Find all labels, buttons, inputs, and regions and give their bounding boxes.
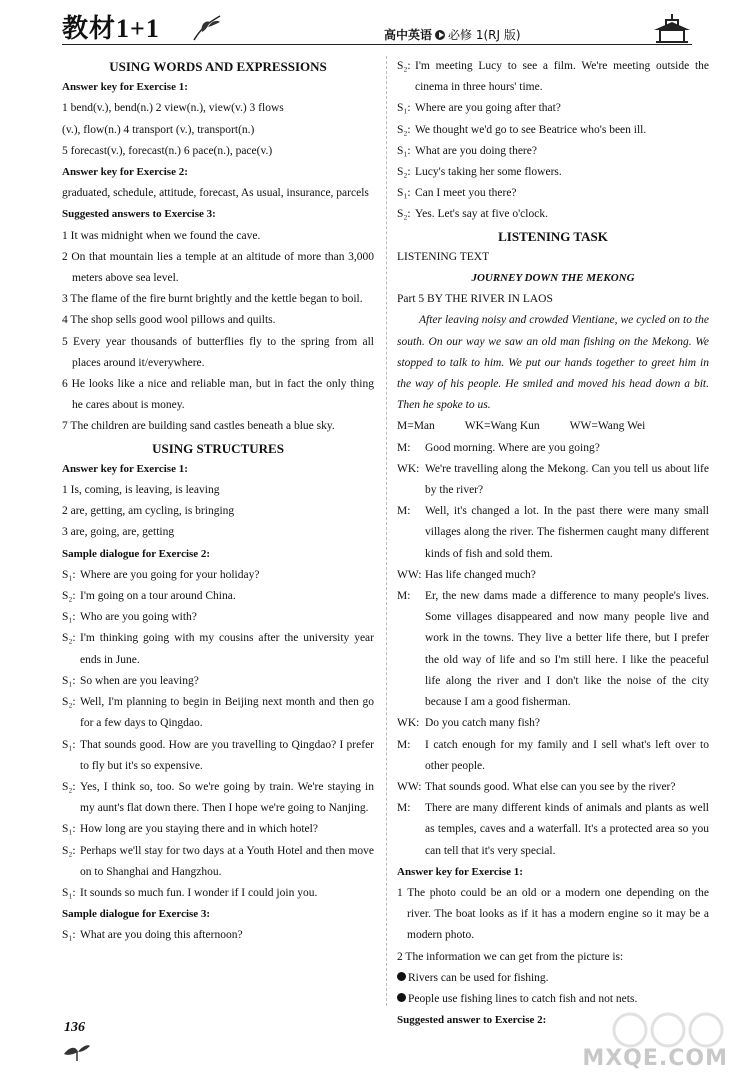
building-logo-icon [652, 12, 692, 46]
list-item: 1 Is, coming, is leaving, is leaving [62, 484, 220, 497]
dialogue-line [397, 777, 709, 798]
brand-title: 教材1+1 [62, 14, 160, 43]
dialogue-line [62, 925, 374, 946]
list-item: 2 The information we can get from the picture is: [397, 950, 624, 963]
dialogue-line [62, 671, 374, 692]
speaker-label: S₂: [62, 780, 76, 793]
dialogue-line [397, 204, 709, 225]
dialogue-text: So when are you leaving? [80, 674, 199, 687]
speaker-label: S₁: [62, 886, 76, 899]
speaker-label: S₂: [397, 166, 411, 179]
dialogue-line [62, 565, 374, 586]
list-item: 3 are, going, are, getting [62, 526, 175, 539]
dialogue-text: How long are you staying there and in which hotel? [80, 823, 318, 836]
list-item: 1 The photo could be an old or a modern one depending on the river. The boat looks as if it has a modern engine so it may be a modern photo. [397, 886, 709, 942]
sample-dialogue-label: Sample dialogue for Exercise 2: [62, 547, 211, 560]
cast-list: M=Man WK=Wang Kun WW=Wang Wei [397, 420, 646, 433]
watermark-text: MXQE.COM [582, 1046, 728, 1071]
dialogue-text: Perhaps we'll stay for two days at a Youth Hotel and then move on to Shanghai and Hangzhou. [80, 844, 374, 878]
dialogue-text: We thought we'd go to see Beatrice who's been ill. [415, 123, 647, 136]
list-item: 7 The children are building sand castles beneath a blue sky. [62, 420, 335, 433]
list-item: 5 Every year thousands of butterflies fly to the spring from all places around it/everywhere. [62, 335, 374, 369]
dialogue-line [62, 607, 374, 628]
answer-key-label: Answer key for Exercise 1: [62, 81, 188, 94]
leaf-icon [62, 1040, 92, 1062]
dialogue-line [397, 56, 709, 98]
dialogue-line [62, 841, 374, 883]
dialogue-text: What are you doing there? [415, 144, 537, 157]
dialogue-text: We're travelling along the Mekong. Can you tell us about life by the river? [425, 462, 709, 497]
dialogue-line [62, 819, 374, 840]
dialogue-text: Lucy's taking her some flowers. [415, 166, 562, 179]
dialogue-line [397, 586, 709, 713]
dialogue-text: It sounds so much fun. I wonder if I could join you. [80, 886, 318, 899]
speaker-label: S₂: [397, 208, 411, 221]
speaker-label: M: [397, 505, 411, 518]
speaker-label: S₁: [397, 187, 411, 200]
dialogue-block [62, 565, 374, 904]
dialogue-line [397, 565, 709, 586]
answer-key-label: Answer key for Exercise 1: [397, 865, 523, 878]
speaker-label: S₂: [397, 123, 411, 136]
dialogue-text: I'm thinking going with my cousins after the university year ends in June. [80, 632, 374, 666]
speaker-label: S₂: [62, 590, 76, 603]
dialogue-text: That sounds good. What else can you see by the river? [425, 780, 676, 793]
speaker-label: M: [397, 590, 411, 603]
dialogue-text: Can I meet you there? [415, 187, 517, 200]
dialogue-line [62, 735, 374, 777]
dialogue-text: Er, the new dams made a difference to many people's lives. Some villages disappeared and now many people live and work in the towns. They live a better life there, but I prefer the old way of life and so I'm still here. I like the peaceful life along the river and I don't like the noise of the city because I am a good fisherman. [425, 590, 709, 709]
speaker-label: WK: [397, 717, 420, 730]
suggested-answers-label: Suggested answers to Exercise 3: [62, 208, 216, 221]
speaker-label: S₁: [397, 102, 411, 115]
dialogue-line [397, 141, 709, 162]
dialogue-text: Yes, I think so, too. So we're going by train. We're staying in my aunt's flat down there. Then I hope we're going to Nanjing. [80, 780, 374, 815]
speaker-label: S₁: [397, 144, 411, 157]
dialogue-text: That sounds good. How are you travelling to Qingdao? I prefer to fly but it's so expensive. [80, 738, 374, 772]
speaker-label: WW: [397, 780, 422, 793]
page-header [0, 0, 750, 52]
speaker-label: M: [397, 441, 411, 454]
dialogue-block [397, 56, 709, 226]
list-item: 4 The shop sells good wool pillows and quilts. [62, 314, 276, 327]
dialogue-line [62, 777, 374, 819]
intro-paragraph: After leaving noisy and crowded Vientiane, we cycled on to the south. On our way we saw an old man fishing on the Mekong. We stopped to talk to him. We put our hands together to greet him in the way of his people. He smiled and moved his head down a bit. Then he spoke to us. [397, 314, 709, 412]
section-title: USING STRUCTURES [152, 440, 284, 456]
speaker-label: S₁: [62, 929, 76, 942]
dialogue-text: I'm going on a tour around China. [80, 590, 236, 603]
list-item: 1 It was midnight when we found the cave. [62, 229, 261, 242]
dialogue-text: Who are you going with? [80, 611, 197, 624]
sample-dialogue-label: Sample dialogue for Exercise 3: [62, 908, 211, 921]
dialogue-line [62, 586, 374, 607]
speaker-label: WW: [397, 568, 422, 581]
listening-title: JOURNEY DOWN THE MEKONG [471, 272, 635, 285]
dialogue-line [397, 798, 709, 862]
speaker-label: S₂: [62, 696, 76, 709]
dialogue-line [62, 692, 374, 734]
speaker-label: WK: [397, 462, 420, 475]
column-divider [386, 56, 387, 1006]
play-icon [435, 30, 445, 40]
suggested-answer-label: Suggested answer to Exercise 2: [397, 1014, 547, 1027]
section-title: USING WORDS AND EXPRESSIONS [109, 59, 327, 74]
dialogue-text: I catch enough for my family and I sell what's left over to other people. [425, 738, 709, 772]
bullet-icon [397, 993, 406, 1002]
dialogue-text: Well, it's changed a lot. In the past there were many small villages along the river. The fishermen caught many different kinds of fish and sold them. [425, 505, 709, 560]
dialogue-line [397, 713, 709, 734]
right-column [397, 56, 709, 1031]
bullet-item: Rivers can be used for fishing. [397, 968, 709, 989]
dialogue-line [397, 98, 709, 119]
answer-line: graduated, schedule, attitude, forecast, As usual, insurance, parcels [62, 187, 369, 200]
dialogue-line [397, 183, 709, 204]
answer-line: 1 bend(v.), bend(n.) 2 view(n.), view(v.) 3 flows [62, 102, 284, 115]
dialogue-text: There are many different kinds of animals and plants as well as temples, caves and a waterfall. It's a protected area so you can tell that it's very special. [425, 802, 709, 857]
list-item: 2 are, getting, am cycling, is bringing [62, 505, 235, 518]
leaf-icon [190, 12, 224, 42]
dialogue-line [62, 883, 374, 904]
answer-line: 5 forecast(v.), forecast(n.) 6 pace(n.), pace(v.) [62, 144, 273, 157]
dialogue-line [397, 120, 709, 141]
speaker-label: S₁: [62, 738, 76, 751]
dialogue-line [62, 628, 374, 670]
page-number: 136 [64, 1020, 85, 1035]
dialogue-block [397, 438, 709, 862]
dialogue-text: Where are you going for your holiday? [80, 568, 260, 581]
bullet-icon [397, 972, 406, 981]
speaker-label: S₁: [62, 674, 76, 687]
dialogue-text: What are you doing this afternoon? [80, 929, 243, 942]
answer-line: (v.), flow(n.) 4 transport (v.), transport(n.) [62, 123, 255, 136]
dialogue-line [397, 459, 709, 501]
edition-label: 必修 1(RJ 版) [448, 28, 521, 42]
header-rule [62, 44, 692, 45]
dialogue-line [397, 438, 709, 459]
dialogue-line [397, 162, 709, 183]
subject-label: 高中英语 必修 1(RJ 版) [384, 28, 521, 42]
speaker-label: S₂: [62, 844, 76, 857]
section-title: LISTENING TASK [498, 228, 608, 244]
list-item: 2 On that mountain lies a temple at an altitude of more than 3,000 meters above sea level. [62, 250, 374, 285]
speaker-label: S₁: [62, 611, 76, 624]
dialogue-text: Yes. Let's say at five o'clock. [415, 208, 548, 221]
dialogue-text: Where are you going after that? [415, 102, 561, 115]
watermark-logo-icon [610, 1010, 730, 1050]
speaker-label: M: [397, 802, 411, 815]
dialogue-text: Do you catch many fish? [425, 717, 540, 730]
answer-key-label: Answer key for Exercise 1: [62, 462, 188, 475]
answer-key-label: Answer key for Exercise 2: [62, 166, 188, 179]
dialogue-text: I'm meeting Lucy to see a film. We're meeting outside the cinema in three hours' time. [415, 60, 709, 94]
listening-text-label: LISTENING TEXT [397, 250, 490, 263]
speaker-label: S₂: [62, 632, 76, 645]
dialogue-text: Has life changed much? [425, 568, 536, 581]
list-item: 3 The flame of the fire burnt brightly and the kettle began to boil. [62, 293, 363, 306]
dialogue-line [397, 501, 709, 565]
dialogue-text: Well, I'm planning to begin in Beijing next month and then go for a few days to Qingdao. [80, 696, 374, 730]
left-column [62, 56, 374, 947]
speaker-label: S₁: [62, 823, 76, 836]
speaker-label: S₂: [397, 60, 411, 72]
dialogue-text: Good morning. Where are you going? [425, 441, 600, 454]
part-heading: Part 5 BY THE RIVER IN LAOS [397, 293, 553, 306]
dialogue-line [397, 735, 709, 777]
list-item: 6 He looks like a nice and reliable man, but in fact the only thing he cares about is money. [62, 378, 374, 412]
speaker-label: S₁: [62, 568, 76, 581]
bullet-item: People use fishing lines to catch fish and not nets. [397, 989, 709, 1010]
speaker-label: M: [397, 738, 411, 751]
